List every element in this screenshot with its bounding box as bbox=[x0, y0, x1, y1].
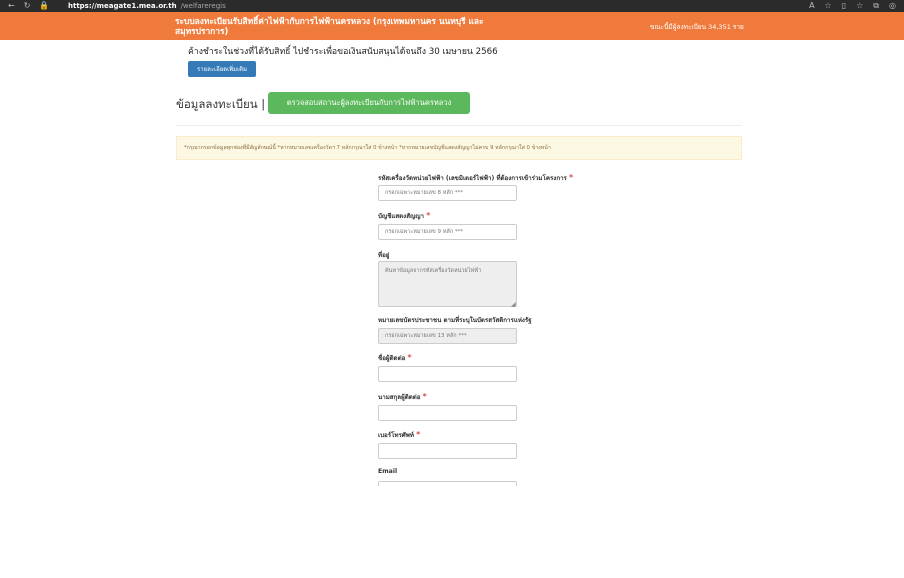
last-name-input[interactable] bbox=[378, 405, 517, 421]
payment-notice: ค้างชำระในช่วงที่ได้รับสิทธิ์ ไปชำระเพื่อขอเงินสนับสนุนได้จนถึง 30 เมษายน 2566 bbox=[188, 47, 498, 57]
lock-icon: 🔒 bbox=[39, 1, 50, 10]
phone-label: เบอร์โทรศัพท์ * bbox=[378, 430, 421, 439]
url-path: /welfareregis bbox=[180, 2, 226, 10]
favorite-star-icon[interactable]: ☆ bbox=[824, 1, 832, 10]
browser-nav bbox=[0, 0, 68, 12]
meter-number-input[interactable] bbox=[378, 185, 517, 201]
address-label: ที่อยู่ bbox=[378, 252, 390, 259]
required-mark: * bbox=[426, 211, 431, 220]
account-label: บัญชีแสดงสัญญา * bbox=[378, 211, 431, 220]
phone-input[interactable] bbox=[378, 443, 517, 459]
last-name-label: นามสกุลผู้ติดต่อ * bbox=[378, 392, 427, 401]
email-input-clip bbox=[378, 481, 517, 486]
browser-actions bbox=[809, 1, 904, 11]
url-host: https://meagate1.mea.or.th bbox=[68, 2, 177, 10]
id-card-label: หมายเลขบัตรประชาชน ตามที่ระบุในบัตรสวัสดิการแห่งรัฐ bbox=[378, 317, 532, 324]
required-mark: * bbox=[416, 430, 421, 439]
check-status-button[interactable]: ตรวจสอบสถานะผู้ลงทะเบียนกับการไฟฟ้านครหลวง bbox=[268, 92, 470, 114]
favorites-icon[interactable]: ☆ bbox=[856, 1, 864, 10]
email-input[interactable] bbox=[378, 481, 517, 486]
profile-icon[interactable]: ◎ bbox=[889, 1, 896, 10]
required-mark: * bbox=[422, 392, 427, 401]
meter-label: รหัสเครื่องวัดหน่วยไฟฟ้า (เลขมิเตอร์ไฟฟ้า) ที่ต้องการเข้าร่วมโครงการ * bbox=[378, 173, 574, 182]
registered-count: ขณะนี้มีผู้ลงทะเบียน 34,351 ราย bbox=[650, 23, 744, 31]
address-bar[interactable] bbox=[68, 2, 226, 10]
refresh-icon[interactable]: ↻ bbox=[23, 1, 31, 10]
details-button[interactable]: รายละเอียดเพิ่มเติม bbox=[188, 61, 256, 77]
id-card-input bbox=[378, 328, 517, 344]
required-mark: * bbox=[569, 173, 574, 182]
address-textarea bbox=[378, 261, 517, 307]
split-screen-icon[interactable]: ▯ bbox=[841, 1, 847, 10]
first-name-input[interactable] bbox=[378, 366, 517, 382]
divider bbox=[176, 125, 742, 126]
site-header bbox=[0, 12, 904, 40]
resize-handle-icon: ◢ bbox=[511, 301, 516, 308]
account-number-input[interactable] bbox=[378, 224, 517, 240]
warning-alert: *กรุณากรอกข้อมูลทุกช่องที่มีสัญลักษณ์นี้ *หากหมายเลขเครื่องวัดฯ 7 หลักกรุณาใส่ 0 ข้างหน้า *หากหมายเลขบัญชีแสดงสัญญาไม่ครบ 9 หลักกรุณาใส่ 0 ข้างหน้า bbox=[176, 136, 742, 160]
read-aloud-icon[interactable]: A bbox=[809, 1, 815, 10]
section-title: ข้อมูลลงทะเบียน | bbox=[176, 97, 266, 111]
required-mark: * bbox=[407, 353, 412, 362]
browser-bar bbox=[0, 0, 904, 12]
header-title: ระบบลงทะเบียนรับสิทธิ์ค่าไฟฟ้ากับการไฟฟ้านครหลวง (กรุงเทพมหานคร นนทบุรี และสมุทรปราการ) bbox=[175, 16, 484, 36]
email-label: Email bbox=[378, 468, 398, 475]
collections-icon[interactable]: ⧉ bbox=[873, 1, 880, 10]
first-name-label: ชื่อผู้ติดต่อ * bbox=[378, 353, 412, 362]
back-icon[interactable]: ← bbox=[8, 1, 15, 10]
